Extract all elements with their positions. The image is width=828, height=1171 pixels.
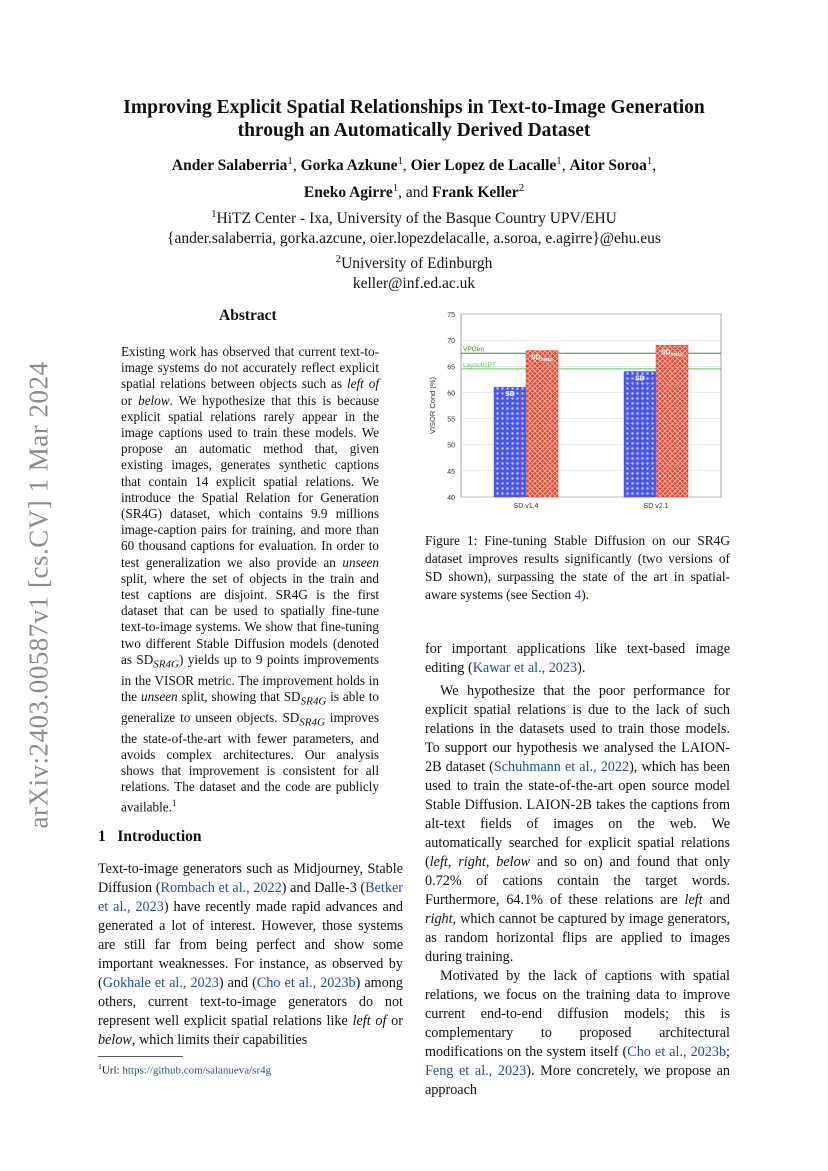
author-affiliation-mark: 1 xyxy=(646,155,653,167)
author-name: Oier Lopez de Lacalle xyxy=(410,157,557,175)
citation-link[interactable]: Cho et al., 2023b xyxy=(627,1044,727,1060)
col2-paragraph-2: We hypothesize that the poor performance for explicit spatial relations is due to the lack of such relations in the datasets used to train those models. To support our hypothesis we analysed the LAION-2B dataset (Schuhmann et al., 2022), which has been used to train the state-of-the-art open source model Stable Diffusion. LAION-2B takes the captions from alt-text fields of images on the web. We automatically searched for explicit spatial relations (left, right, below and so on) and found that only 0.72% of cations contain the target words. Furthermore, 64.1% of these relations are left and right, which cannot be captured by image generators, as random horizontal flips are applied to images during training. xyxy=(425,683,731,965)
intro-section-title: Introduction xyxy=(117,828,202,845)
author-affiliation-mark: 1 xyxy=(397,155,403,167)
arxiv-stamp xyxy=(14,361,64,829)
title-line-2: through an Automatically Derived Dataset xyxy=(237,120,591,141)
figure-1-caption: Figure 1: Fine-tuning Stable Diffusion on our SR4G dataset improves results significantly (two versions of SD shown), surpassing the state of the art in spatial-aware systems (see Section 4). xyxy=(425,533,730,602)
citation-link[interactable]: Schuhmann et al., 2022 xyxy=(493,759,630,775)
y-tick-label: 65 xyxy=(447,364,455,372)
section-link[interactable]: 4 xyxy=(574,587,582,602)
y-tick-label: 75 xyxy=(447,312,455,319)
author-affiliation-mark: 1 xyxy=(392,182,399,195)
citation-link[interactable]: Feng et al., 2023 xyxy=(425,1063,527,1079)
bar xyxy=(526,351,558,497)
y-tick-label: 60 xyxy=(447,390,455,398)
citation-link[interactable]: Gokhale et al., 2023 xyxy=(102,975,219,991)
footnote-rule xyxy=(98,1056,183,1057)
abstract-body: Existing work has observed that current text-to-image systems do not accurately reflect explicit spatial relations between objects such as left of or below. We hypothesize that this is because explicit spatial relations rarely appear in the image captions used to train these models. We propose an automatic method that, given existing images, generates synthetic captions that contain 14 explicit spatial relations. We introduce the Spatial Relation for Generation (SR4G) dataset, which contains 9.9 millions image-caption pairs for training, and more than 60 thousand captions for evaluation. In order to test generalization we also provide an unseen split, where the set of objects in the train and test captions are disjoint. SR4G is the first dataset that can be used to spatially fine-tune text-to-image systems. We show that fine-tuning two different Stable Diffusion models (denoted as $SD_{SR4G}$) yields up to 9 points improvements in the VISOR metric. The improvement holds in the unseen split, showing that $SD_{SR4G}$ is able to generalize to unseen objects. $SD_{SR4G}$ improves the state-of-the-art with fewer parameters, and avoids complex architectures. Our analysis shows that improvement is consistent for all relations. The dataset and the code are publicly available.$^1$ xyxy=(121,344,380,815)
y-tick-label: 40 xyxy=(447,495,455,502)
intro-paragraph-1: Text-to-image generators such as Midjourney, Stable Diffusion (Rombach et al., 2022) and Dalle-3 (Betker et al., 2023) have recently made rapid advances and generated a lot of interest. However, those systems are still far from being perfect and show some important weaknesses. For instance, as observed by (Gokhale et al., 2023) and (Cho et al., 2023b) among others, current text-to-image generators do not represent well explicit spatial relations like left of or below, which limits their capabilities xyxy=(98,861,403,1048)
y-tick-label: 55 xyxy=(447,416,455,424)
paper-title xyxy=(60,96,768,142)
author-name: Gorka Azkune xyxy=(300,157,398,175)
author-name: Ander Salaberria xyxy=(171,157,288,175)
author-name: Frank Keller xyxy=(432,184,519,202)
y-axis-label: VISOR Cond (%) xyxy=(428,376,437,435)
author-name: Eneko Agirre xyxy=(303,184,393,202)
citation-link[interactable]: Rombach et al., 2022 xyxy=(160,880,282,896)
bar-label: SD xyxy=(635,375,645,383)
affiliation-2: $^2$University of Edinburgh xyxy=(335,253,493,273)
bar-label: SD xyxy=(505,391,515,399)
arxiv-id: arXiv:2403.00587v1 [cs.CV] 1 Mar 2024 xyxy=(23,361,54,829)
reference-line-label: VPGen xyxy=(463,346,484,354)
col2-paragraph-1: for important applications like text-based image editing (Kawar et al., 2023). xyxy=(425,641,730,676)
bar xyxy=(656,345,688,497)
authors-line-2: Eneko Agirre$^1$, and Frank Keller$^2$ xyxy=(303,182,525,202)
figure-1-chart xyxy=(425,306,735,518)
author-list xyxy=(60,150,768,204)
y-tick-label: 70 xyxy=(447,338,455,346)
title-line-1: Improving Explicit Spatial Relationships in Text-to-Image Generation xyxy=(123,97,705,118)
affiliations xyxy=(60,204,768,294)
email-1: {ander.salaberria, gorka.azcune, oier.lopezdelacalle, a.soroa, e.agirre}@ehu.eus xyxy=(167,230,661,248)
author-affiliation-mark: 1 xyxy=(556,155,562,167)
x-tick-label: SD v1.4 xyxy=(513,503,539,510)
bar xyxy=(494,387,526,497)
citation-link[interactable]: Cho et al., 2023b xyxy=(256,975,356,991)
email-2: keller@inf.ed.ac.uk xyxy=(352,275,476,293)
author-affiliation-mark: 2 xyxy=(518,182,525,195)
citation-link[interactable]: Betker et al., 2023 xyxy=(98,880,403,915)
footnote-url-link[interactable]: https://github.com/salanueva/sr4g xyxy=(122,1064,272,1077)
x-tick-label: SD v2.1 xyxy=(643,503,669,510)
bar-label: $SD_{SR4G}$ xyxy=(661,349,683,357)
affiliation-1: $^1$HiTZ Center - Ixa, University of the Basque Country UPV/EHU xyxy=(211,208,617,228)
abstract-heading: Abstract xyxy=(219,307,277,324)
reference-line-label: LayoutGPT xyxy=(463,361,496,369)
author-affiliation-mark: 1 xyxy=(287,155,293,167)
footnote: $^1$Url: https://github.com/salanueva/sr4g xyxy=(98,1062,272,1077)
col2-paragraph-3: Motivated by the lack of captions with spatial relations, we focus on the training data to improve current end-to-end diffusion models; this is complementary to proposed architectural modifications on the system itself (Cho et al., 2023b; Feng et al., 2023). More concretely, we propose an approach xyxy=(425,968,730,1098)
y-tick-label: 50 xyxy=(447,442,455,450)
intro-heading xyxy=(98,828,202,846)
author-name: Aitor Soroa xyxy=(569,157,647,175)
citation-link[interactable]: Kawar et al., 2023 xyxy=(472,660,578,676)
bar-label: $SD_{SR4G}$ xyxy=(531,354,553,363)
y-tick-label: 45 xyxy=(447,468,455,476)
authors-line-1: Ander Salaberria$^1$, Gorka Azkune$^1$, Oier Lopez de Lacalle$^1$, Aitor Soroa$^1$, xyxy=(171,155,657,175)
bar xyxy=(624,372,656,497)
intro-section-number: 1 xyxy=(98,828,106,845)
